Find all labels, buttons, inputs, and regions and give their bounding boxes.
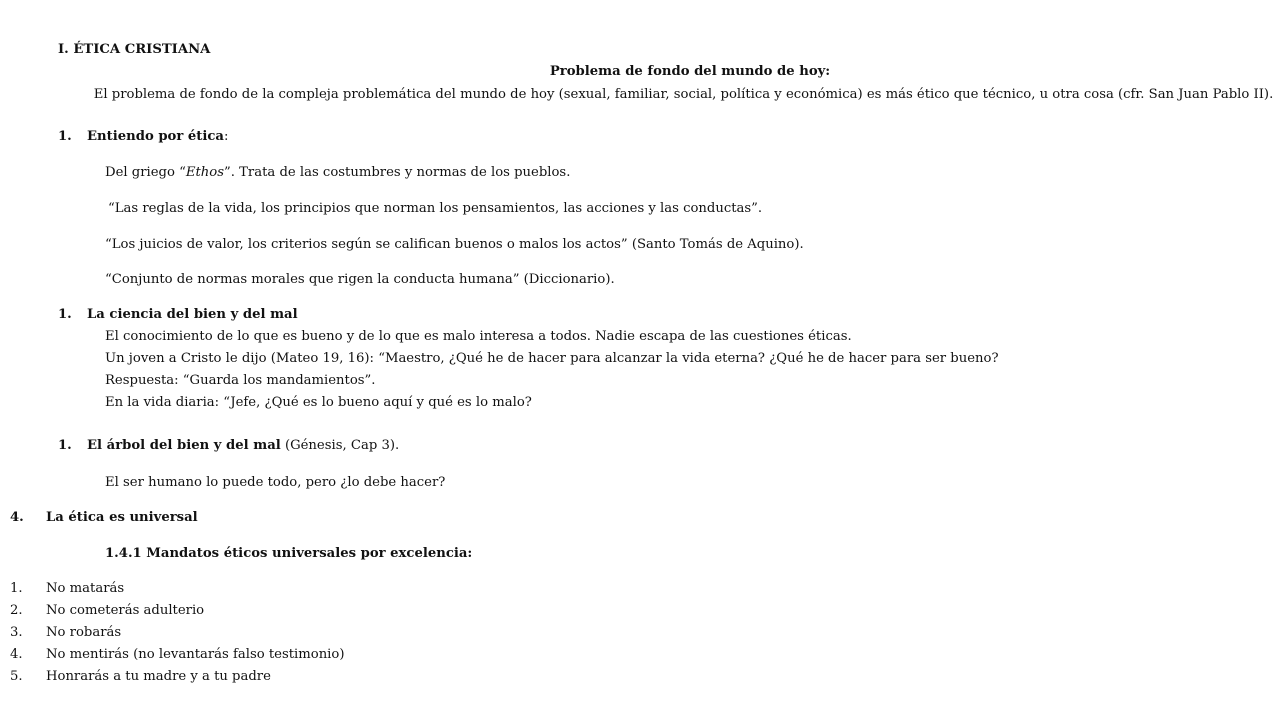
section2-line-3: Respuesta: “Guarda los mandamientos”. — [105, 373, 376, 388]
document-subtitle: Problema de fondo del mundo de hoy: — [549, 64, 831, 79]
section1-definition-1 — [105, 165, 570, 180]
commandment-text: No cometerás adulterio — [46, 603, 205, 618]
section1-heading — [58, 129, 228, 144]
commandment-item — [10, 669, 271, 684]
def1-after: ”. Trata de las costumbres y normas de los pueblos. — [224, 165, 571, 180]
commandment-number: 2. — [10, 603, 23, 618]
commandment-number: 1. — [10, 581, 23, 596]
section2-line-2: Un joven a Cristo le dijo (Mateo 19, 16): “Maestro, ¿Qué he de hacer para alcanzar la vida eterna? ¿Qué he de hacer para ser bueno? — [105, 351, 999, 366]
section1-definition-4: “Conjunto de normas morales que rigen la conducta humana” (Diccionario). — [105, 272, 615, 287]
section4-subheading: 1.4.1 Mandatos éticos universales por excelencia: — [105, 546, 473, 561]
section2-number: 1. — [58, 307, 72, 322]
section4-number: 4. — [10, 510, 24, 525]
commandment-number: 3. — [10, 625, 23, 640]
section3-heading-text: El árbol del bien y del mal — [87, 438, 281, 453]
commandment-item — [10, 647, 345, 662]
intro-paragraph: El problema de fondo de la compleja problemática del mundo de hoy (sexual, familiar, social, política y económica) es más ético que técnico, u otra cosa (cfr. San Juan Pablo II). — [93, 87, 1274, 102]
section1-heading-suffix: : — [223, 129, 229, 144]
section2-heading — [58, 307, 298, 322]
commandment-item — [10, 625, 121, 640]
section2-line-1: El conocimiento de lo que es bueno y de lo que es malo interesa a todos. Nadie escapa de las cuestiones éticas. — [105, 329, 852, 344]
commandment-text: No matarás — [46, 581, 125, 596]
commandment-item — [10, 603, 204, 618]
section3-heading-suffix: (Génesis, Cap 3). — [280, 438, 400, 453]
commandment-text: Honrarás a tu madre y a tu padre — [46, 669, 271, 684]
section4-heading — [10, 510, 198, 525]
def1-italic: Ethos — [185, 165, 225, 180]
document-title: I. ÉTICA CRISTIANA — [58, 42, 211, 57]
section4-heading-text: La ética es universal — [46, 510, 198, 525]
def1-before: Del griego “ — [105, 165, 186, 180]
section2-line-4: En la vida diaria: “Jefe, ¿Qué es lo bueno aquí y qué es lo malo? — [105, 395, 532, 410]
section3-line-1: El ser humano lo puede todo, pero ¿lo debe hacer? — [105, 475, 446, 490]
section1-definition-3: “Los juicios de valor, los criterios según se califican buenos o malos los actos” (Santo Tomás de Aquino). — [105, 237, 804, 252]
commandment-number: 4. — [10, 647, 23, 662]
section3-number: 1. — [58, 438, 72, 453]
commandment-text: No robarás — [46, 625, 122, 640]
section1-definition-2: “Las reglas de la vida, los principios que norman los pensamientos, las acciones y las conductas”. — [108, 201, 763, 216]
section1-number: 1. — [58, 129, 72, 144]
commandment-item — [10, 581, 124, 596]
commandment-text: No mentirás (no levantarás falso testimonio) — [46, 647, 345, 662]
section3-heading — [58, 438, 399, 453]
section1-heading-text: Entiendo por ética — [87, 129, 224, 144]
commandment-number: 5. — [10, 669, 23, 684]
section2-heading-text: La ciencia del bien y del mal — [87, 307, 298, 322]
